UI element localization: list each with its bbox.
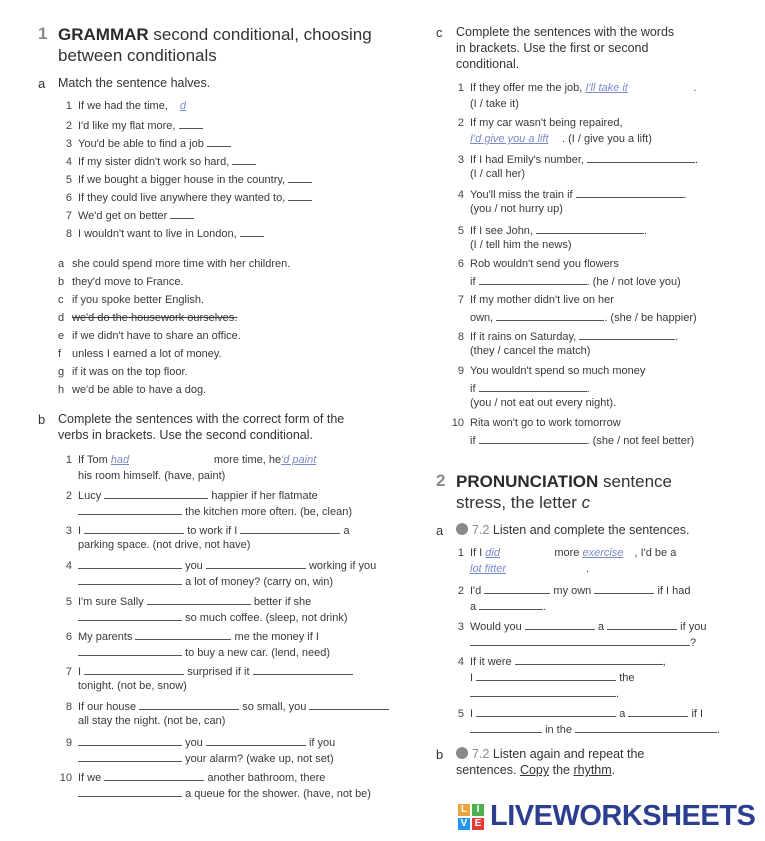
audio-track: 7.2	[472, 747, 490, 761]
c-item-8-hint: (they / cancel the match)	[470, 345, 591, 357]
item-text: if	[470, 276, 476, 288]
answer-input[interactable]: I'll take it	[585, 82, 628, 94]
answer-input[interactable]: had	[110, 454, 130, 466]
answer-input[interactable]	[525, 618, 595, 630]
item-text: .	[644, 225, 648, 237]
item-number: 6	[65, 631, 72, 643]
item-text: if you	[680, 621, 707, 633]
logo-text: LIVEWORKSHEETS	[490, 800, 756, 832]
item-text: more	[554, 547, 583, 559]
p-item-1-line-1	[450, 546, 676, 560]
item-text: surprised if it	[187, 666, 250, 678]
item-number: 3	[457, 621, 464, 633]
item-text: If it were	[470, 656, 512, 668]
item-text: if	[470, 435, 476, 447]
section-1-title	[58, 24, 372, 66]
answer-input[interactable]	[232, 153, 256, 165]
item-text: ,	[662, 656, 666, 668]
ending-d-used	[58, 311, 237, 325]
item-text: .	[616, 688, 620, 700]
b-item-7-line-1	[58, 663, 353, 679]
ending-text: if we didn't have to share an office.	[72, 330, 241, 342]
item-text: a	[597, 621, 605, 633]
exercise-2b-instruction	[456, 746, 644, 778]
item-number: 5	[65, 174, 72, 186]
c-item-10-line-1	[450, 416, 621, 430]
item-number: 1	[457, 82, 464, 94]
item-text: ?	[690, 637, 697, 649]
c-item-9-line-1	[450, 364, 645, 378]
item-text: If it rains on Saturday,	[470, 331, 577, 343]
item-text: .	[695, 154, 699, 166]
ending-text: she could spend more time with her children.	[72, 258, 291, 270]
answer-input[interactable]	[515, 653, 663, 665]
instruction-line: Complete the sentences with the words	[456, 25, 675, 39]
item-text: .	[586, 563, 590, 575]
answer-input[interactable]	[84, 522, 184, 534]
item-number: 10	[451, 417, 464, 429]
answer-input[interactable]	[170, 207, 194, 219]
ending-text: they'd move to France.	[72, 276, 184, 288]
b-item-2-line-2	[78, 503, 352, 519]
ending-g	[58, 365, 188, 379]
item-text: working if you	[308, 560, 377, 572]
answer-input[interactable]: 'd paint	[281, 454, 317, 466]
p-item-4-line-3	[470, 685, 619, 701]
item-text: If my mother didn't live on her	[470, 294, 614, 306]
instruction-line: in brackets. Use the first or second	[456, 41, 649, 55]
audio-track: 7.2	[472, 523, 490, 537]
item-text: If my car wasn't being repaired,	[470, 117, 623, 129]
item-text: If we had the time,	[78, 100, 168, 112]
answer-input[interactable]	[104, 487, 208, 499]
c-item-1-line-1	[450, 81, 696, 95]
match-item-4	[58, 153, 256, 169]
match-item-1	[58, 99, 195, 113]
audio-icon[interactable]	[456, 747, 468, 759]
section-1-title-rest: second conditional, choosing	[148, 25, 372, 44]
item-text: If they offer me the job,	[470, 82, 586, 94]
section-1-title-bold: GRAMMAR	[58, 25, 149, 44]
item-number: 5	[65, 596, 72, 608]
audio-icon[interactable]	[456, 523, 468, 535]
ending-letter: b	[58, 276, 65, 288]
ending-letter: d	[58, 312, 65, 324]
p-item-2-line-2	[470, 598, 546, 614]
ending-letter: g	[58, 366, 65, 378]
answer-input[interactable]: lot fitter	[470, 563, 507, 575]
item-text: You'll miss the train if	[470, 189, 573, 201]
item-number: 4	[65, 156, 72, 168]
b-item-8-line-1	[58, 698, 389, 714]
answer-input[interactable]	[288, 189, 312, 201]
answer-input[interactable]	[470, 634, 690, 646]
answer-input[interactable]	[78, 734, 182, 746]
item-number: 7	[65, 666, 72, 678]
answer-input[interactable]	[147, 593, 251, 605]
item-text: a	[619, 708, 626, 720]
item-text: If our house	[78, 701, 137, 713]
c-item-5-hint: (I / tell him the news)	[470, 239, 572, 251]
item-number: 4	[457, 656, 464, 668]
answer-input[interactable]	[179, 117, 203, 129]
answer-input[interactable]	[309, 698, 389, 710]
answer-input[interactable]	[135, 628, 231, 640]
instruction-line: conditional.	[456, 57, 520, 71]
b-item-5-line-1	[58, 593, 311, 609]
answer-input[interactable]	[575, 721, 717, 733]
answer-input[interactable]	[607, 618, 677, 630]
item-text: .	[543, 601, 547, 613]
answer-input[interactable]: I'd give you a lift	[470, 133, 549, 145]
p-item-5-line-1	[450, 705, 703, 721]
answer-input[interactable]	[78, 750, 182, 762]
item-text: .	[717, 724, 721, 736]
answer-input[interactable]: exercise	[582, 547, 624, 559]
answer-input[interactable]	[206, 734, 306, 746]
answer-input[interactable]	[470, 721, 542, 733]
item-text: I'm sure Sally	[78, 596, 144, 608]
answer-input[interactable]	[139, 698, 239, 710]
answer-input[interactable]	[536, 222, 644, 234]
item-number: 3	[457, 154, 464, 166]
exercise-1a-instruction: Match the sentence halves.	[58, 76, 211, 90]
c-item-6-line-2	[470, 273, 681, 289]
logo-tiles-icon	[458, 804, 484, 830]
logo-tile: L	[458, 804, 470, 816]
instruction-line: Complete the sentences with the correct form of the	[58, 412, 345, 426]
item-text: so much coffee. (sleep, not drink)	[185, 612, 348, 624]
answer-input[interactable]	[594, 582, 654, 594]
b-item-1-line-2: his room himself. (have, paint)	[78, 470, 226, 482]
answer-input[interactable]	[470, 685, 616, 697]
section-2-title-bold: PRONUNCIATION	[456, 472, 599, 491]
exercise-2a-letter: a	[436, 523, 444, 538]
b-item-6-line-1	[58, 628, 319, 644]
item-number: 1	[457, 547, 464, 559]
item-text: if you	[308, 737, 336, 749]
item-number: 2	[65, 120, 72, 132]
ending-letter: a	[58, 258, 65, 270]
ending-text: we'd do the housework ourselves.	[72, 312, 238, 324]
item-text: I'd like my flat more,	[78, 120, 176, 132]
p-item-3-line-1	[450, 618, 706, 634]
item-number: 3	[65, 138, 72, 150]
answer-input[interactable]	[240, 225, 264, 237]
item-text: own,	[470, 312, 494, 324]
section-2-title-line2: stress, the letter	[456, 493, 582, 512]
logo-tile: E	[472, 818, 484, 830]
c-item-2-line-2	[470, 132, 652, 146]
ending-text: we'd be able to have a dog.	[72, 384, 207, 396]
item-text: if I	[691, 708, 704, 720]
match-item-7	[58, 207, 194, 223]
item-text: another bathroom, there	[207, 772, 326, 784]
item-text: a	[470, 601, 477, 613]
item-text: if I had	[657, 585, 691, 597]
item-text: If I	[470, 547, 486, 559]
answer-input[interactable]	[484, 582, 550, 594]
item-text: my own	[553, 585, 592, 597]
item-text: you	[185, 560, 203, 572]
item-text: If we	[78, 772, 102, 784]
answer-input[interactable]	[288, 171, 312, 183]
c-item-8-line-1	[450, 328, 678, 344]
ending-e	[58, 329, 241, 343]
item-text: Rob wouldn't send you flowers	[470, 258, 619, 270]
liveworksheets-logo	[458, 800, 755, 833]
item-text: the kitchen more often. (be, clean)	[185, 506, 352, 518]
underlined-word: rhythm	[573, 763, 612, 777]
item-text: I wouldn't want to live in London,	[78, 228, 237, 240]
answer-input[interactable]	[207, 135, 231, 147]
p-item-3-line-2	[470, 634, 696, 650]
answer-input[interactable]	[479, 432, 587, 444]
item-text: Lucy	[78, 490, 102, 502]
b-item-3-line-1	[58, 522, 350, 538]
answer-input[interactable]	[78, 557, 182, 569]
section-2-title	[456, 471, 672, 513]
ending-h	[58, 383, 206, 397]
answer-input[interactable]	[479, 273, 587, 285]
underlined-word: Copy	[519, 763, 550, 777]
c-item-1-hint: (I / take it)	[470, 98, 519, 110]
c-item-9-line-2	[470, 380, 590, 396]
item-number: 10	[59, 772, 72, 784]
b-item-2-line-1	[58, 487, 318, 503]
item-number: 2	[65, 490, 72, 502]
item-text: . (he / not love you)	[586, 276, 681, 288]
item-number: 9	[457, 365, 464, 377]
exercise-1b-letter: b	[38, 412, 46, 427]
c-item-6-line-1	[450, 257, 619, 271]
item-text: You wouldn't spend so much money	[470, 365, 646, 377]
ending-letter: c	[58, 294, 64, 306]
exercise-2a-instruction	[456, 522, 690, 538]
item-number: 4	[65, 560, 72, 572]
answer-input[interactable]	[206, 557, 306, 569]
section-2-title-rest: sentence	[598, 472, 673, 491]
item-text: me the money if I	[234, 631, 319, 643]
match-item-6	[58, 189, 312, 205]
b-item-4-line-1	[58, 557, 376, 573]
b-item-9-line-2	[78, 750, 334, 766]
ending-f	[58, 347, 222, 361]
c-item-7-line-1	[450, 293, 614, 307]
item-number: 1	[65, 454, 72, 466]
match-item-8	[58, 225, 264, 241]
instruction-text: sentences.	[456, 763, 520, 777]
item-number: 4	[457, 189, 464, 201]
ending-letter: f	[58, 348, 62, 360]
answer-input[interactable]	[496, 309, 604, 321]
answer-input[interactable]	[479, 598, 543, 610]
ending-letter: h	[58, 384, 65, 396]
item-text: .	[683, 189, 687, 201]
c-item-7-line-2	[470, 309, 697, 325]
item-text: Rita won't go to work tomorrow	[470, 417, 621, 429]
match-item-3	[58, 135, 231, 151]
item-text: so small, you	[242, 701, 307, 713]
match-item-2	[58, 117, 203, 133]
answer-input[interactable]	[476, 669, 616, 681]
item-text: I'd	[470, 585, 482, 597]
answer-input[interactable]	[104, 769, 204, 781]
item-text: , I'd be a	[634, 547, 677, 559]
item-text: If they could live anywhere they wanted to,	[78, 192, 286, 204]
answer-input[interactable]	[78, 785, 182, 797]
b-item-5-line-2	[78, 609, 348, 625]
answer-input[interactable]	[78, 503, 182, 515]
item-text: a queue for the shower. (have, not be)	[185, 788, 371, 800]
item-number: 1	[65, 100, 72, 112]
item-text: I	[470, 672, 474, 684]
answer-input[interactable]	[576, 186, 684, 198]
item-text: If Tom	[78, 454, 111, 466]
ending-b	[58, 275, 184, 289]
c-item-3-hint: (I / call her)	[470, 168, 526, 180]
item-number: 9	[65, 737, 72, 749]
item-number: 8	[457, 331, 464, 343]
item-text: If we bought a bigger house in the country,	[78, 174, 286, 186]
item-text: You'd be able to find a job	[78, 138, 204, 150]
b-item-4-line-2	[78, 573, 333, 589]
instruction-text: Listen again and repeat the	[489, 747, 645, 761]
answer-input[interactable]	[240, 522, 340, 534]
c-item-9-hint: (you / not eat out every night).	[470, 397, 617, 409]
c-item-10-line-2	[470, 432, 694, 448]
b-item-6-line-2	[78, 644, 330, 660]
ending-a	[58, 257, 290, 271]
section-2-title-letter: c	[581, 493, 591, 512]
item-text: I	[470, 708, 474, 720]
item-text: the	[619, 672, 635, 684]
item-number: 6	[65, 192, 72, 204]
exercise-2b-letter: b	[436, 747, 444, 762]
b-item-10-line-2	[78, 785, 371, 801]
c-item-2-line-1	[450, 116, 623, 130]
instruction-line: verbs in brackets. Use the second conditional.	[58, 428, 313, 442]
answer-input[interactable]	[253, 663, 353, 675]
item-text: you	[185, 737, 203, 749]
c-item-3-line-1	[450, 151, 698, 167]
item-text: happier if her flatmate	[211, 490, 318, 502]
answer-input[interactable]	[78, 573, 182, 585]
item-text: . (I / give you a lift)	[562, 133, 652, 145]
p-item-1-line-2	[470, 562, 589, 576]
logo-tile: I	[472, 804, 484, 816]
answer-input[interactable]: did	[485, 547, 500, 559]
instruction-text: the	[549, 763, 574, 777]
item-text: .	[675, 331, 679, 343]
ending-text: if you spoke better English.	[72, 294, 205, 306]
item-text: a	[343, 525, 350, 537]
answer-input[interactable]	[479, 380, 587, 392]
item-text: if	[470, 383, 476, 395]
answer-input[interactable]	[587, 151, 695, 163]
answer-input[interactable]	[78, 609, 182, 621]
b-item-7-line-2: tonight. (not be, snow)	[78, 680, 187, 692]
p-item-5-line-2	[470, 721, 720, 737]
item-number: 2	[457, 117, 464, 129]
b-item-8-line-2: all stay the night. (not be, can)	[78, 715, 226, 727]
p-item-4-line-2	[470, 669, 634, 685]
item-number: 6	[457, 258, 464, 270]
answer-input[interactable]	[628, 705, 688, 717]
logo-tile: V	[458, 818, 470, 830]
exercise-1a-letter: a	[38, 76, 46, 91]
exercise-1b-instruction	[58, 411, 344, 443]
item-number: 2	[457, 585, 464, 597]
item-number: 5	[457, 708, 464, 720]
b-item-1-line-1	[58, 453, 381, 467]
ending-letter: e	[58, 330, 65, 342]
b-item-3-line-2: parking space. (not drive, not have)	[78, 539, 251, 551]
item-text: I	[78, 525, 82, 537]
item-text: your alarm? (wake up, not set)	[185, 753, 334, 765]
item-text: If I see John,	[470, 225, 533, 237]
item-text: My parents	[78, 631, 133, 643]
item-text: I	[78, 666, 82, 678]
b-item-10-line-1	[58, 769, 325, 785]
item-number: 8	[65, 228, 72, 240]
answer-input[interactable]: d	[179, 100, 187, 112]
item-text: .	[693, 82, 697, 94]
exercise-1c-instruction	[456, 24, 674, 72]
ending-c	[58, 293, 204, 307]
ending-text: unless I earned a lot of money.	[72, 348, 222, 360]
item-text: . (she / be happier)	[604, 312, 697, 324]
item-text: in the	[545, 724, 572, 736]
item-text: to work if I	[187, 525, 238, 537]
item-text: If I had Emily's number,	[470, 154, 584, 166]
item-number: 3	[65, 525, 72, 537]
answer-input[interactable]	[84, 663, 184, 675]
c-item-4-line-1	[450, 186, 687, 202]
b-item-9-line-1	[58, 734, 335, 750]
match-item-5	[58, 171, 312, 187]
item-text: Would you	[470, 621, 522, 633]
item-number: 8	[65, 701, 72, 713]
answer-input[interactable]	[476, 705, 616, 717]
answer-input[interactable]	[78, 644, 182, 656]
item-text: .	[586, 383, 590, 395]
item-text: a lot of money? (carry on, win)	[185, 576, 334, 588]
item-number: 5	[457, 225, 464, 237]
instruction-text: .	[611, 763, 616, 777]
p-item-4-line-1	[450, 653, 666, 669]
item-text: better if she	[253, 596, 312, 608]
item-text: to buy a new car. (lend, need)	[185, 647, 330, 659]
item-number: 7	[65, 210, 72, 222]
section-2-number: 2	[436, 471, 446, 490]
item-text: We'd get on better	[78, 210, 168, 222]
c-item-4-hint: (you / not hurry up)	[470, 203, 563, 215]
item-number: 7	[457, 294, 464, 306]
item-text: . (she / not feel better)	[586, 435, 695, 447]
p-item-2-line-1	[450, 582, 690, 598]
c-item-5-line-1	[450, 222, 647, 238]
answer-input[interactable]	[579, 328, 675, 340]
instruction-text: Listen and complete the sentences.	[489, 523, 690, 537]
exercise-1c-letter: c	[436, 25, 443, 40]
section-1-title-line2: between conditionals	[58, 46, 217, 65]
item-text: more time, he	[210, 454, 282, 466]
item-text: If my sister didn't work so hard,	[78, 156, 230, 168]
section-1-number: 1	[38, 24, 48, 43]
ending-text: if it was on the top floor.	[72, 366, 188, 378]
